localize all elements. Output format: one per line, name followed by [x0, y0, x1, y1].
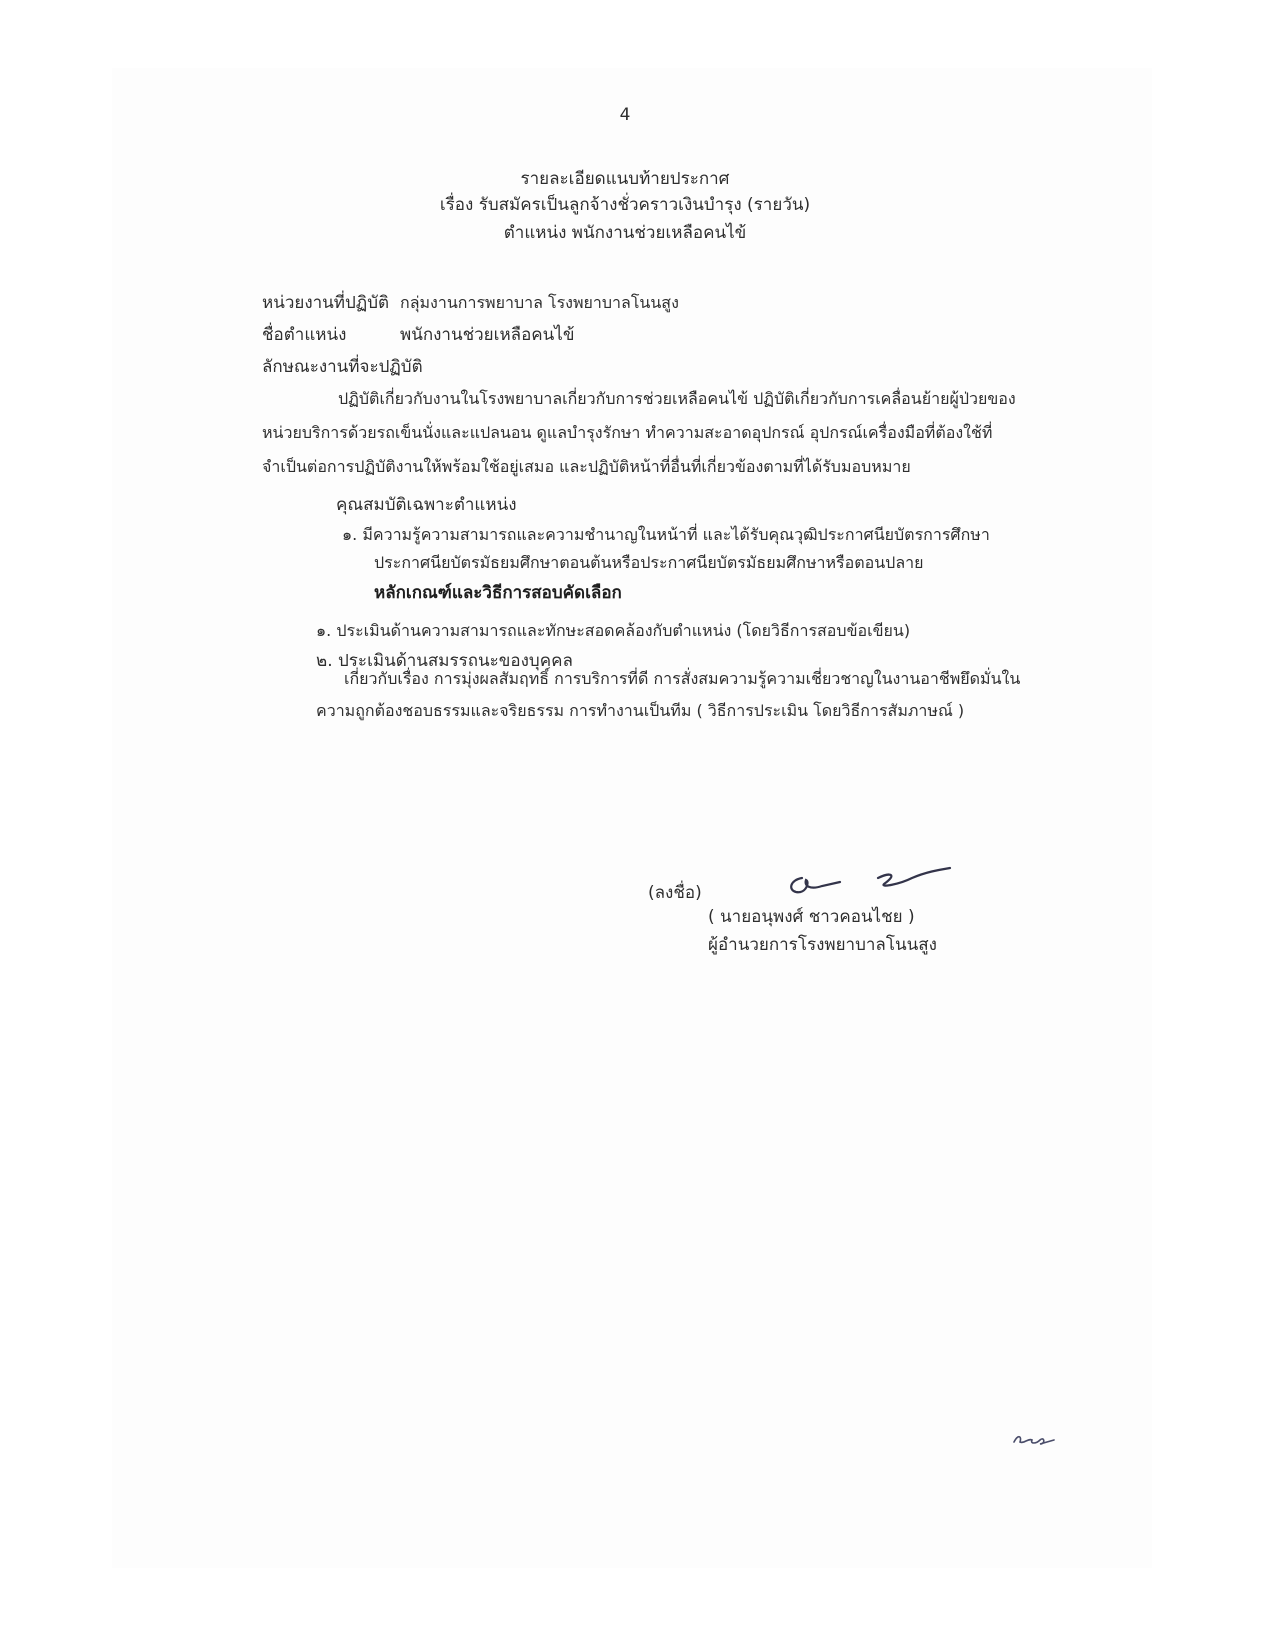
criteria-item-2-detail: เกี่ยวกับเรื่อง การมุ่งผลสัมฤทธิ์ การบริการที่ดี การสั่งสมความรู้ความเชี่ยวชาญในงานอาชีพยึดมั่นใน: [344, 669, 1021, 688]
duties-line-1: ปฏิบัติเกี่ยวกับงานในโรงพยาบาลเกี่ยวกับการช่วยเหลือคนไข้ ปฏิบัติเกี่ยวกับการเคลื่อนย้ายผู้ป่วยของ: [338, 389, 1016, 408]
criteria-heading: หลักเกณฑ์และวิธีการสอบคัดเลือก: [374, 583, 622, 603]
duties-line-2: หน่วยบริการด้วยรถเข็นนั่งและแปลนอน ดูแลบำรุงรักษา ทำความสะอาดอุปกรณ์ อุปกรณ์เครื่องมือที่ต้องใช้ที่: [262, 423, 993, 442]
criteria-item-2: ๒. ประเมินด้านสมรรถนะของบุคคล: [316, 651, 573, 671]
unit-value: กลุ่มงานการพยาบาล โรงพยาบาลโนนสูง: [400, 293, 679, 312]
qualifications-heading: คุณสมบัติเฉพาะตำแหน่ง: [336, 495, 517, 515]
signature-mark: [780, 864, 960, 904]
header-position: ตำแหน่ง พนักงานช่วยเหลือคนไข้: [503, 223, 747, 243]
position-label: ชื่อตำแหน่ง: [262, 325, 347, 345]
header-subject: เรื่อง รับสมัครเป็นลูกจ้างชั่วคราวเงินบำรุง (รายวัน): [439, 195, 811, 215]
signatory-name: ( นายอนุพงศ์ ชาวคอนไชย ): [708, 907, 915, 927]
criteria-item-2-detail-cont: ความถูกต้องชอบธรรมและจริยธรรม การทำงานเป็นทีม ( วิธีการประเมิน โดยวิธีการสัมภาษณ์ ): [316, 701, 965, 720]
signatory-title: ผู้อำนวยการโรงพยาบาลโนนสูง: [708, 935, 937, 955]
position-value: พนักงานช่วยเหลือคนไข้: [400, 325, 575, 345]
duties-label: ลักษณะงานที่จะปฏิบัติ: [262, 357, 423, 377]
unit-label: หน่วยงานที่ปฏิบัติ: [262, 293, 390, 313]
page-number: 4: [619, 105, 631, 125]
qualification-item-1: ๑. มีความรู้ความสามารถและความชำนาญในหน้าที่ และได้รับคุณวุฒิประกาศนียบัตรการศึกษา: [342, 525, 990, 544]
duties-line-3: จำเป็นต่อการปฏิบัติงานให้พร้อมใช้อยู่เสมอ และปฏิบัติหน้าที่อื่นที่เกี่ยวข้องตามที่ได้รับมอบหมาย: [262, 457, 911, 476]
initials-mark: [1010, 1430, 1060, 1450]
header-title: รายละเอียดแนบท้ายประกาศ: [520, 169, 730, 189]
sign-label: (ลงชื่อ): [648, 883, 702, 903]
qualification-item-1-cont: ประกาศนียบัตรมัธยมศึกษาตอนต้นหรือประกาศนียบัตรมัธยมศึกษาหรือตอนปลาย: [374, 553, 924, 572]
criteria-item-1: ๑. ประเมินด้านความสามารถและทักษะสอดคล้องกับตำแหน่ง (โดยวิธีการสอบข้อเขียน): [316, 621, 911, 640]
